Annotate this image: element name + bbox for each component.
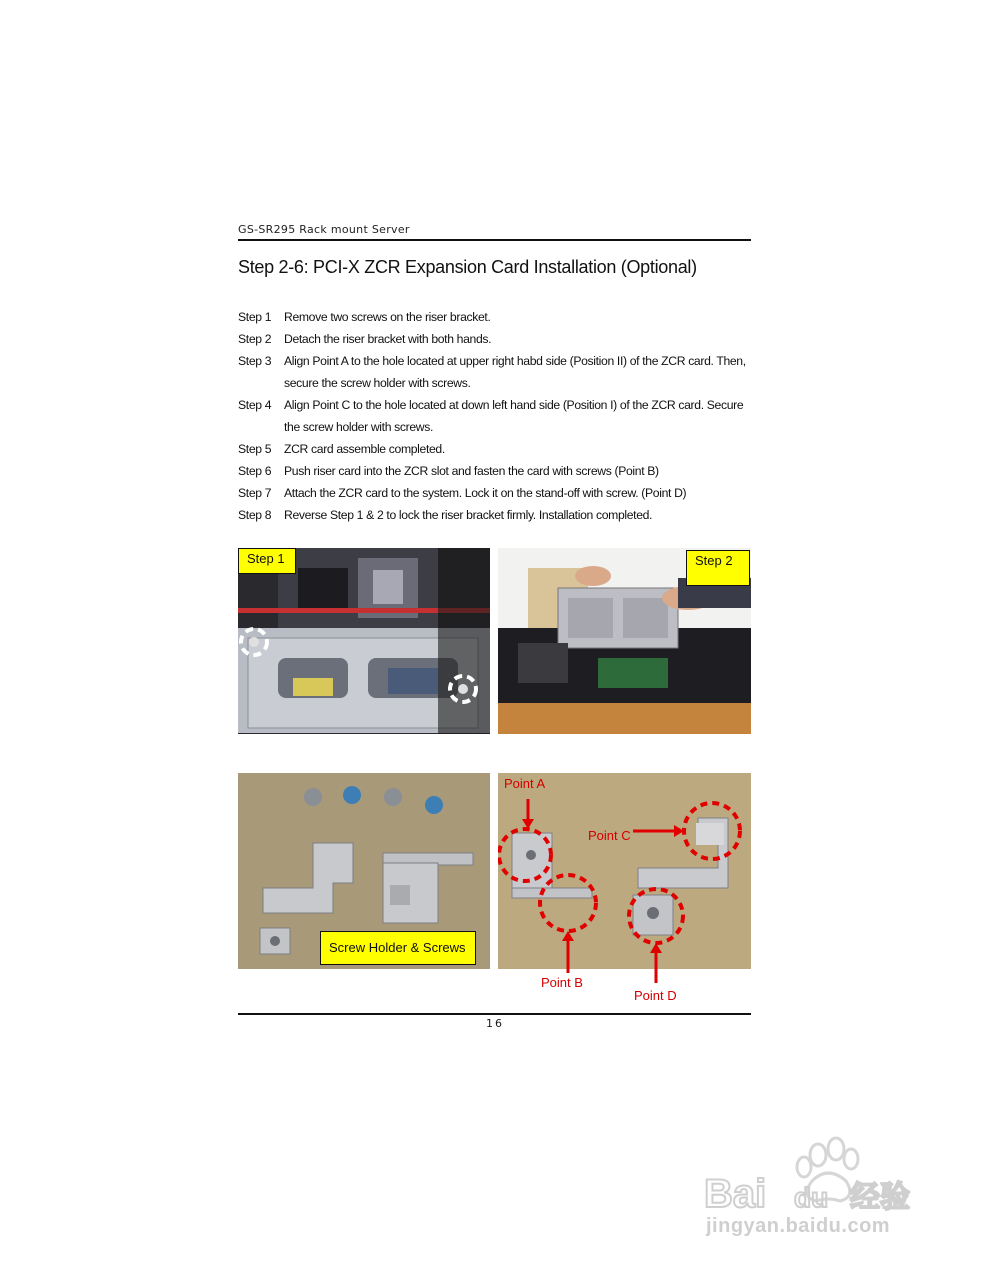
svg-text:Bai: Bai — [704, 1172, 767, 1216]
step2-label: Step 2 — [686, 550, 750, 586]
point-b-label: Point B — [541, 975, 583, 990]
mounting-points-illustration — [498, 773, 751, 969]
point-a-label: Point A — [504, 776, 546, 791]
steps-list — [238, 306, 753, 526]
step-number: Step 4 — [238, 398, 272, 412]
svg-text:经验: 经验 — [850, 1180, 910, 1215]
step-text: ZCR card assemble completed. — [284, 442, 445, 456]
document-header: GS-SR295 Rack mount Server — [238, 223, 410, 236]
step-number: Step 2 — [238, 332, 272, 346]
step-item — [238, 394, 753, 438]
step-number: Step 7 — [238, 486, 272, 500]
photo-mounting-points — [498, 773, 751, 969]
step-text: Reverse Step 1 & 2 to lock the riser bracket firmly. Installation completed. — [284, 508, 653, 522]
footer-rule — [238, 1013, 751, 1015]
step-text: Detach the riser bracket with both hands. — [284, 332, 492, 346]
step-number: Step 5 — [238, 442, 272, 456]
svg-text:du: du — [794, 1182, 829, 1213]
step-item — [238, 438, 753, 460]
point-c-label: Point C — [588, 828, 631, 843]
step-item — [238, 504, 753, 526]
section-title: Step 2-6: PCI-X ZCR Expansion Card Installation (Optional) — [238, 257, 697, 277]
callout-arrow-stems — [498, 969, 751, 989]
step-text: Push riser card into the ZCR slot and fasten the card with screws (Point B) — [284, 464, 659, 478]
photo-screw-holders — [238, 773, 490, 969]
header-rule — [238, 239, 751, 241]
point-d-label: Point D — [634, 988, 677, 1003]
step1-label: Step 1 — [238, 548, 296, 574]
photo-step1-riser-bracket — [238, 548, 490, 734]
step-number: Step 8 — [238, 508, 272, 522]
screw-holder-label: Screw Holder & Screws — [320, 931, 476, 965]
step-text: Align Point A to the hole located at upper right habd side (Position II) of the ZCR card. Then, secure the screw holder with screws. — [284, 354, 746, 390]
step-number: Step 3 — [238, 354, 272, 368]
photo-step2-detach-bracket — [498, 548, 751, 734]
step-text: Remove two screws on the riser bracket. — [284, 310, 491, 324]
step-item — [238, 482, 753, 504]
watermark-url: jingyan.baidu.com — [706, 1215, 891, 1237]
step-item — [238, 350, 753, 394]
step-text: Attach the ZCR card to the system. Lock it on the stand-off with screw. (Point D) — [284, 486, 687, 500]
riser-bracket-illustration — [238, 548, 490, 734]
step-item — [238, 306, 753, 328]
step-item — [238, 460, 753, 482]
step-number: Step 1 — [238, 310, 272, 324]
step-text: Align Point C to the hole located at down left hand side (Position I) of the ZCR card. Secure the screw holder with screws. — [284, 398, 744, 434]
step-number: Step 6 — [238, 464, 272, 478]
step-item — [238, 328, 753, 350]
page-number: 16 — [486, 1017, 504, 1030]
